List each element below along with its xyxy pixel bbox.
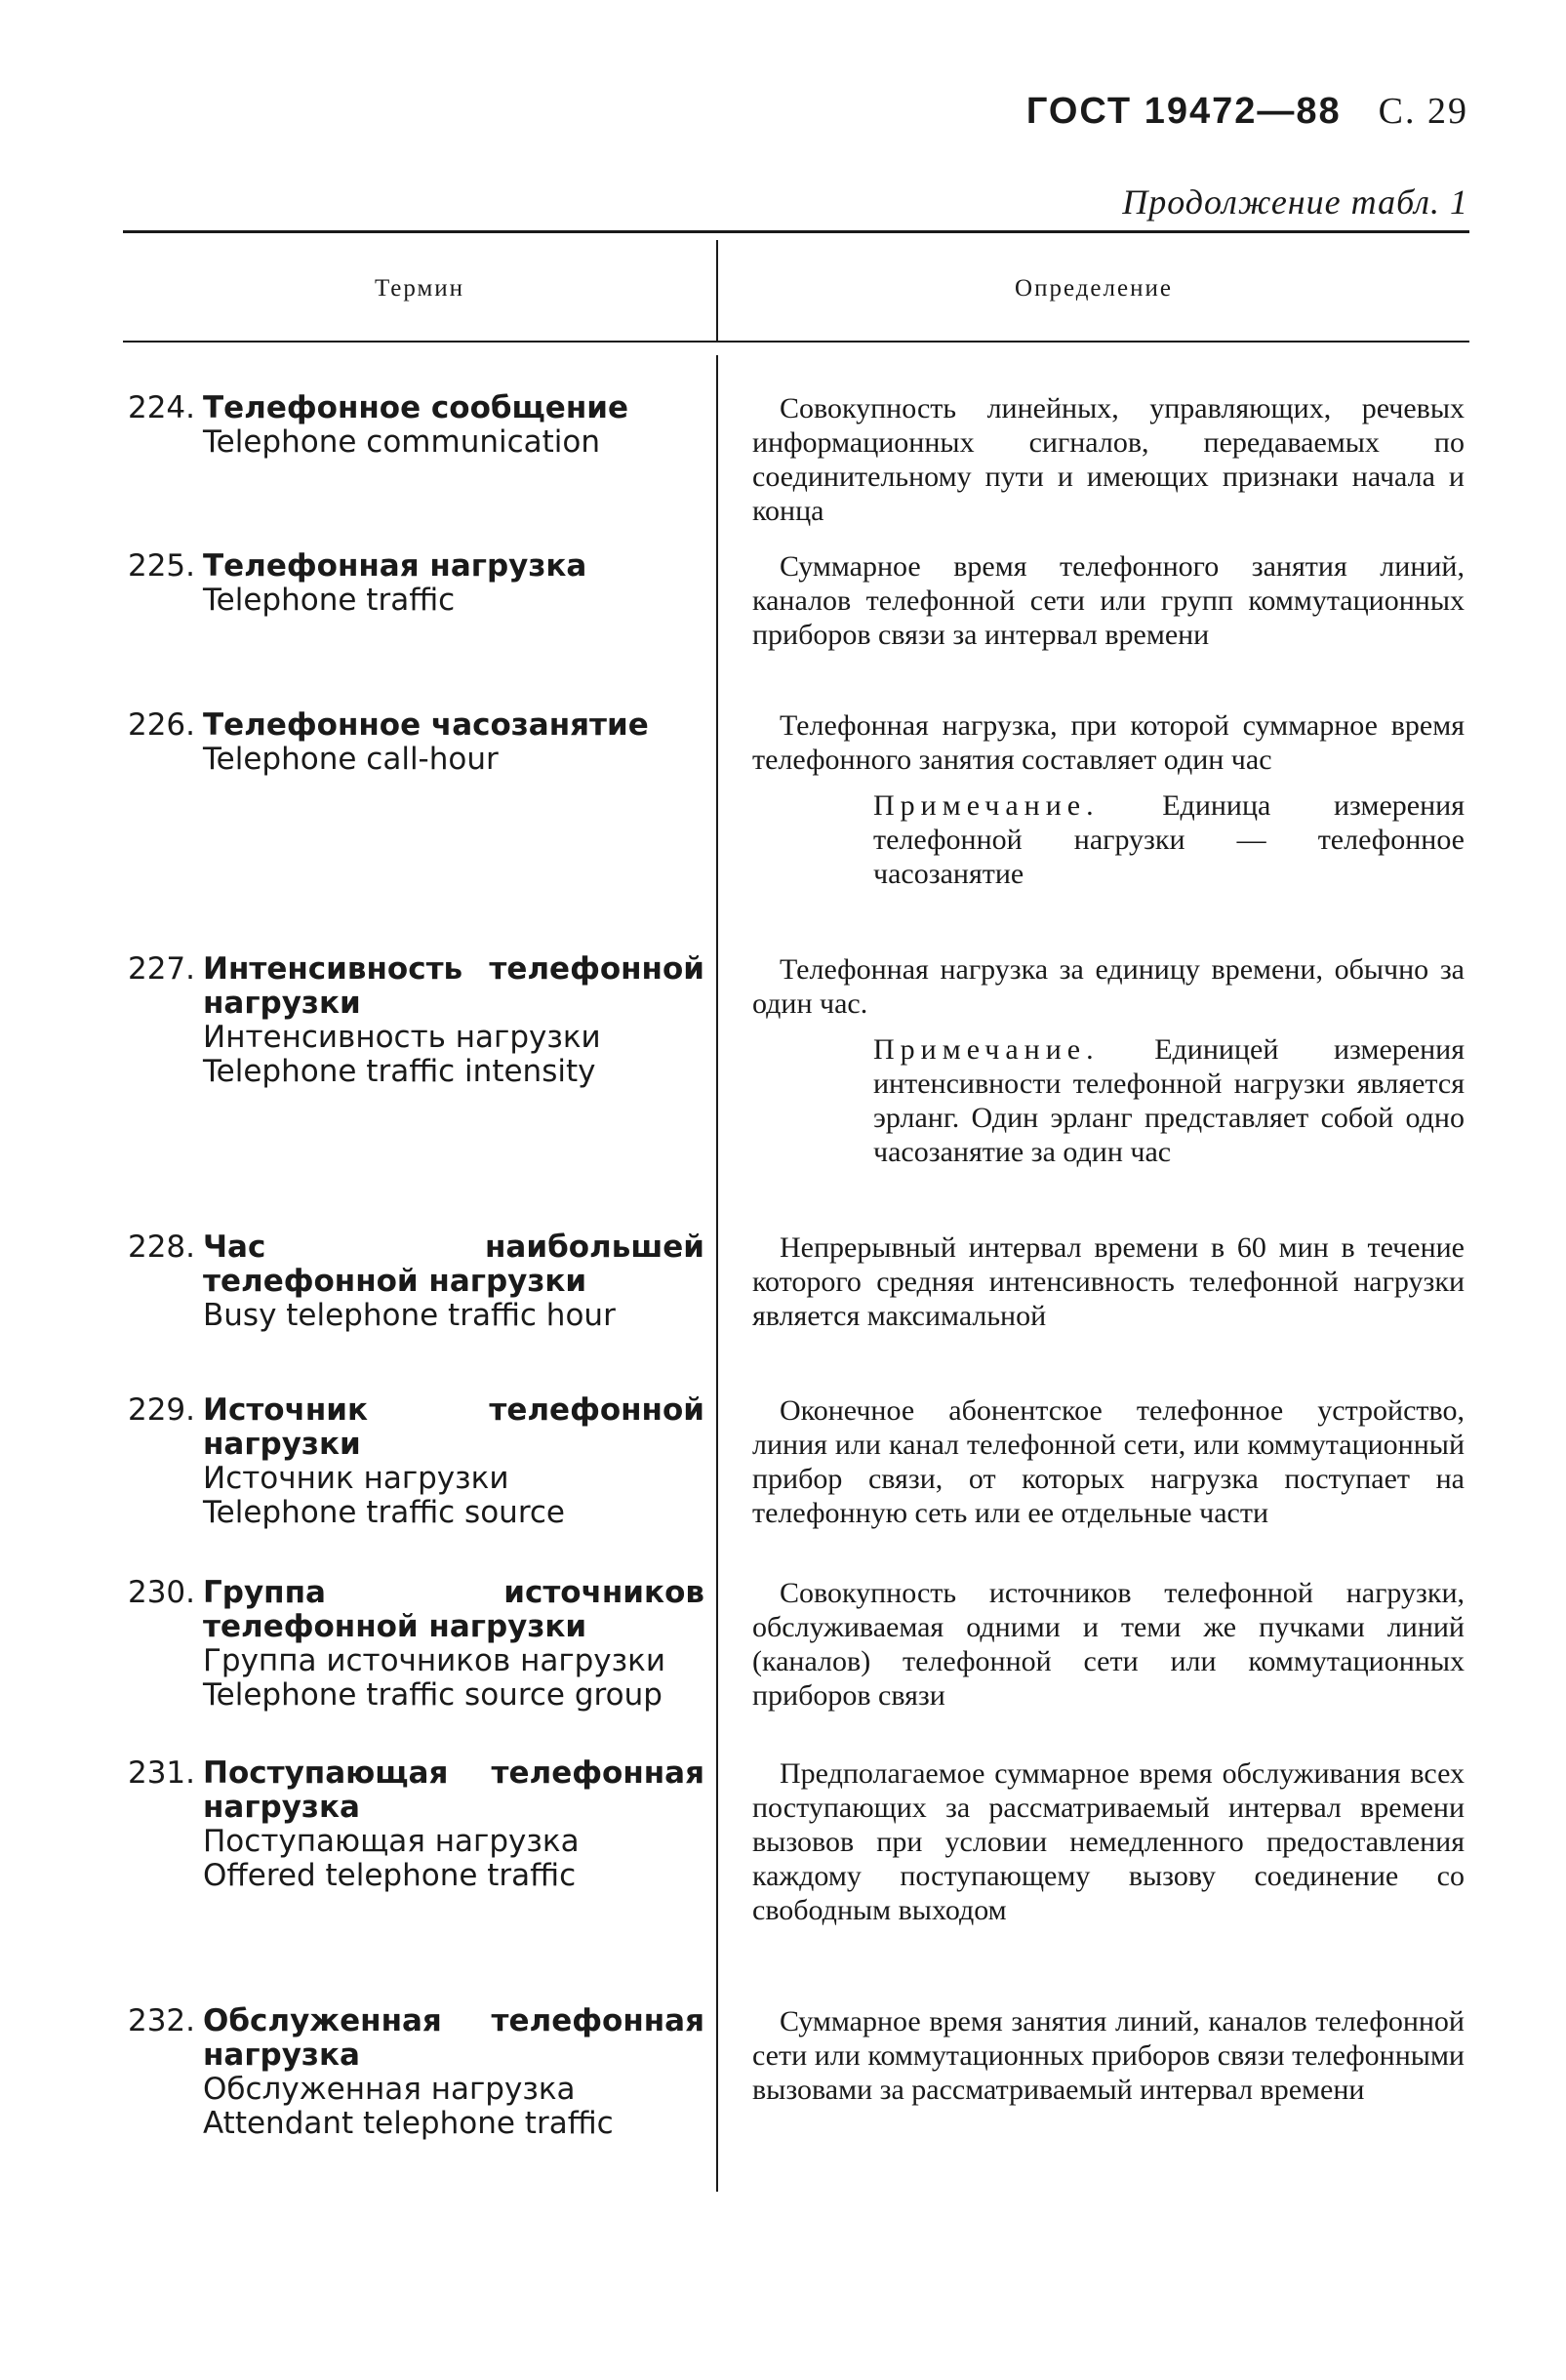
term-name: Обслуженная телефонная нагрузка <box>203 2003 704 2073</box>
term-number: 229. <box>127 1392 195 1428</box>
term-text <box>203 708 704 777</box>
term-synonym: Telephone call-hour <box>203 742 499 777</box>
term-text <box>203 1393 704 1530</box>
term-cell <box>123 1756 704 1893</box>
definition-cell <box>752 1756 1465 1927</box>
definition-cell <box>752 1393 1465 1530</box>
term-number: 226. <box>127 707 195 743</box>
term-number: 232. <box>127 2003 195 2038</box>
term-number: 225. <box>127 548 195 584</box>
definition-text: Оконечное абонентское телефонное устройство, линия или канал телефонной сети, или коммутационный прибор связи, от которых нагрузка поступает на телефонную сеть или ее отдельные части <box>752 1394 1465 1529</box>
term-number: 231. <box>127 1755 195 1791</box>
term-cell <box>123 952 704 1089</box>
term-name: Группа источников телефонной нагрузки <box>203 1575 704 1644</box>
definition-text: Суммарное время телефонного занятия линий, каналов телефонной сети или групп коммутационных приборов связи за интервал времени <box>752 550 1465 651</box>
term-text <box>203 2004 704 2141</box>
term-text <box>203 1230 704 1333</box>
term-synonym: Поступающая нагрузка <box>203 1824 580 1859</box>
definition-text: Телефонная нагрузка за единицу времени, обычно за один час. <box>752 953 1465 1020</box>
term-synonym: Telephone traffic <box>203 583 456 618</box>
term-cell <box>123 549 704 618</box>
term-synonym: Источник нагрузки <box>203 1461 509 1496</box>
term-name: Телефонное сообщение <box>203 390 628 425</box>
term-cell <box>123 1576 704 1713</box>
definition-text: Совокупность линейных, управляющих, речевых информационных сигналов, передаваемых по соединительному пути и имеющих признаки начала и конца <box>752 392 1465 527</box>
column-header-definition: Определение <box>1015 275 1173 302</box>
column-header-term: Термин <box>374 275 465 302</box>
term-synonym: Offered telephone traffic <box>203 1858 577 1893</box>
definition-cell <box>752 549 1465 652</box>
table-top-rule <box>123 230 1469 233</box>
definition-text: Телефонная нагрузка, при которой суммарное время телефонного занятия составляет один час <box>752 709 1465 776</box>
page-number: С. 29 <box>1378 91 1468 132</box>
note-text: Единица измерения телефонной нагрузки — телефонное часозанятие <box>873 789 1465 890</box>
term-synonym: Telephone traffic source group <box>203 1677 663 1713</box>
term-name: Час наибольшей телефонной нагрузки <box>203 1230 704 1299</box>
standard-number: ГОСТ 19472—88 <box>1025 91 1342 132</box>
term-text <box>203 1576 704 1713</box>
note-text: Единицей измерения интенсивности телефонной нагрузки является эрланг. Один эрланг представляет собой одно часозанятие за один час <box>873 1033 1466 1168</box>
definition-cell <box>752 1576 1465 1713</box>
definition-note <box>873 788 1465 891</box>
definition-cell <box>752 708 1465 891</box>
definition-note <box>873 1032 1465 1169</box>
definition-text: Непрерывный интервал времени в 60 мин в течение которого средняя интенсивность телефонной нагрузки является максимальной <box>752 1231 1465 1332</box>
term-cell <box>123 1393 704 1530</box>
page-header <box>1026 90 1468 133</box>
term-text <box>203 391 704 460</box>
term-synonym: Busy telephone traffic hour <box>203 1298 616 1333</box>
table-continuation-label: Продолжение табл. 1 <box>1122 182 1468 222</box>
term-synonym: Attendant telephone traffic <box>203 2106 614 2141</box>
terms-table <box>123 230 1469 2192</box>
term-name: Телефонное часозанятие <box>203 707 649 743</box>
term-name: Поступающая телефонная нагрузка <box>203 1755 704 1825</box>
term-synonym: Интенсивность нагрузки <box>203 1020 601 1055</box>
definition-cell <box>752 391 1465 528</box>
definition-cell <box>752 952 1465 1169</box>
term-cell <box>123 708 704 777</box>
term-number: 230. <box>127 1575 195 1610</box>
term-name: Интенсивность телефонной нагрузки <box>203 951 704 1021</box>
term-number: 224. <box>127 390 195 425</box>
term-text <box>203 549 704 618</box>
term-text <box>203 1756 704 1893</box>
term-number: 227. <box>127 951 195 987</box>
term-synonym: Группа источников нагрузки <box>203 1643 666 1678</box>
body-column-divider <box>716 355 718 2192</box>
term-cell <box>123 391 704 460</box>
term-synonym: Telephone traffic intensity <box>203 1054 596 1089</box>
definition-cell <box>752 1230 1465 1333</box>
definition-text: Предполагаемое суммарное время обслуживания всех поступающих за рассматриваемый интервал времени вызовов при условии немедленного предоставления каждому поступающему вызову соединение со свободным выходом <box>752 1757 1465 1926</box>
term-synonym: Telephone traffic source <box>203 1495 566 1530</box>
note-label: Примечание. <box>873 789 1100 822</box>
term-synonym: Обслуженная нагрузка <box>203 2072 576 2107</box>
term-name: Источник телефонной нагрузки <box>203 1392 704 1462</box>
term-cell <box>123 1230 704 1333</box>
term-text <box>203 952 704 1089</box>
definition-cell <box>752 2004 1465 2107</box>
term-name: Телефонная нагрузка <box>203 548 587 584</box>
term-synonym: Telephone communication <box>203 424 601 460</box>
term-cell <box>123 2004 704 2141</box>
definition-text: Совокупность источников телефонной нагрузки, обслуживаемая одними и теми же пучками линий (каналов) телефонной сети или коммутационных приборов связи <box>752 1577 1465 1712</box>
term-number: 228. <box>127 1230 195 1265</box>
header-bottom-rule <box>123 341 1469 343</box>
definition-text: Суммарное время занятия линий, каналов телефонной сети или коммутационных приборов связи телефонными вызовами за рассматриваемый интервал времени <box>752 2005 1465 2106</box>
note-label: Примечание. <box>873 1033 1100 1066</box>
